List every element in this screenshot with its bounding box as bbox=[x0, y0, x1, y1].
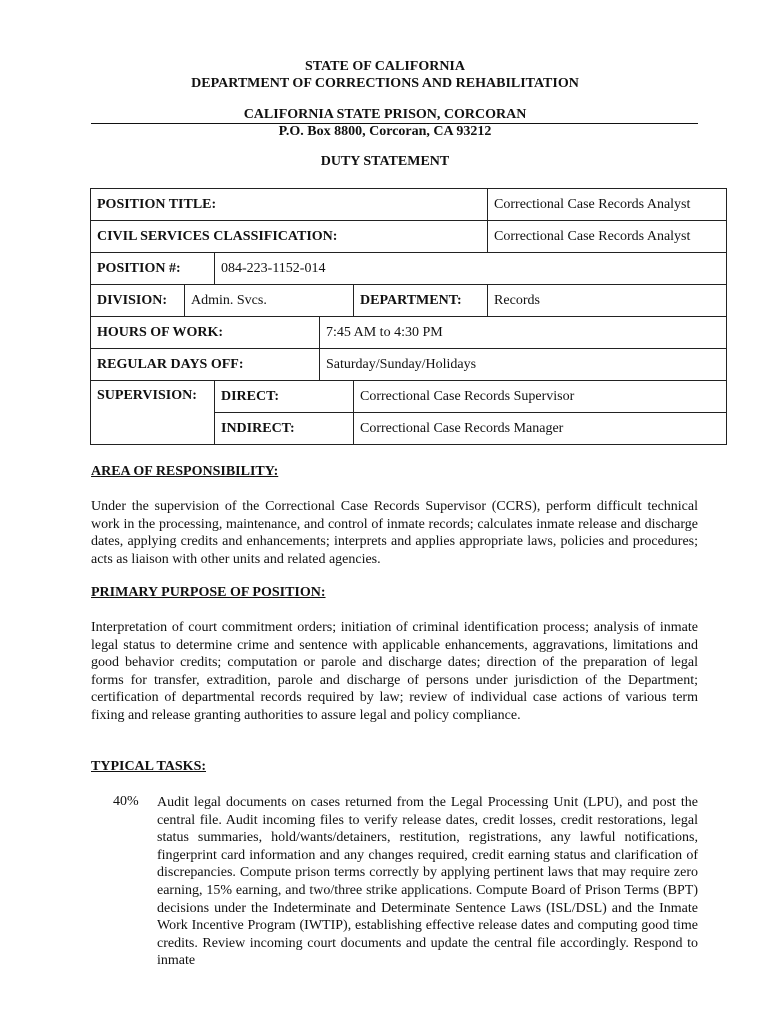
position-info-table bbox=[90, 188, 727, 445]
hours-row bbox=[91, 317, 727, 349]
direct-value: Correctional Case Records Supervisor bbox=[354, 381, 727, 413]
indirect-label: INDIRECT: bbox=[215, 413, 354, 445]
document-title: DUTY STATEMENT bbox=[320, 154, 450, 169]
state-name: STATE OF CALIFORNIA bbox=[305, 59, 465, 74]
hours-value: 7:45 AM to 4:30 PM bbox=[320, 317, 727, 349]
classification-value: Correctional Case Records Analyst bbox=[488, 221, 727, 253]
primary-purpose-text: Interpretation of court commitment orders; initiation of criminal identification process; analysis of inmate legal status to determine crime and sentence with applicable enhancements, aggravations, limitations and good behavior credits; computation or parole and discharge dates; direction of the preparation of legal forms for transfer, extradition, parole and discharge of persons under jurisdiction of the Department; certification of departmental records required by law; review of individual case actions of various term fixing and release granting authorities to assure legal and policy compliance. bbox=[91, 620, 698, 723]
classification-label: CIVIL SERVICES CLASSIFICATION: bbox=[91, 221, 488, 253]
position-title-value: Correctional Case Records Analyst bbox=[488, 189, 727, 221]
position-title-label: POSITION TITLE: bbox=[91, 189, 488, 221]
division-row bbox=[91, 285, 727, 317]
classification-row bbox=[91, 221, 727, 253]
division-value: Admin. Svcs. bbox=[185, 285, 354, 317]
department-value: Records bbox=[488, 285, 727, 317]
task-description: Audit legal documents on cases returned from the Legal Processing Unit (LPU), and post the central file. Audit incoming files to verify release dates, credit losses, credit restorations, legal status summaries, hold/wants/detainers, restitution, registrations, any lawful notifications, fingerprint card information and any changes required, credit earning status and clarification of discrepancies. Compute prison terms correctly by applying pertinent laws that may require zero earning, 15% earning, and two/three strike applications. Compute Board of Prison Terms (BPT) decisions under the Indeterminate and Determinate Sentence Laws (ISL/DSL) and the Inmate Work Incentive Program (IWTIP), establishing effective release dates and computing good time credits. Review incoming court documents and update the central file accordingly. Respond to inmate bbox=[157, 795, 698, 969]
area-of-responsibility-text: Under the supervision of the Correctional Case Records Supervisor (CCRS), perform difficult technical work in the processing, maintenance, and control of inmate records; calculates inmate release and discharge dates, applying credits and enhancements; interprets and applies appropriate laws, policies and procedures; acts as liaison with other units and related agencies. bbox=[91, 499, 698, 567]
days-off-label: REGULAR DAYS OFF: bbox=[91, 349, 320, 381]
days-off-row bbox=[91, 349, 727, 381]
supervision-direct-row bbox=[91, 381, 727, 413]
area-of-responsibility-heading: AREA OF RESPONSIBILITY: bbox=[91, 464, 279, 479]
hours-label: HOURS OF WORK: bbox=[91, 317, 320, 349]
position-title-row bbox=[91, 189, 727, 221]
position-number-label: POSITION #: bbox=[91, 253, 215, 285]
agency-header bbox=[0, 58, 770, 92]
division-label: DIVISION: bbox=[91, 285, 185, 317]
primary-purpose-heading: PRIMARY PURPOSE OF POSITION: bbox=[91, 585, 326, 600]
direct-label: DIRECT: bbox=[215, 381, 354, 413]
department-label: DEPARTMENT: bbox=[354, 285, 488, 317]
department-name: DEPARTMENT OF CORRECTIONS AND REHABILITATION bbox=[191, 76, 579, 91]
task-percent: 40% bbox=[113, 794, 139, 809]
position-number-value: 084-223-1152-014 bbox=[215, 253, 727, 285]
institution-name: CALIFORNIA STATE PRISON, CORCORAN bbox=[243, 107, 527, 122]
typical-tasks-heading: TYPICAL TASKS: bbox=[91, 759, 207, 774]
supervision-label: SUPERVISION: bbox=[91, 381, 215, 445]
days-off-value: Saturday/Sunday/Holidays bbox=[320, 349, 727, 381]
institution-address: P.O. Box 8800, Corcoran, CA 93212 bbox=[278, 124, 492, 139]
position-number-row bbox=[91, 253, 727, 285]
header-divider bbox=[91, 123, 698, 124]
indirect-value: Correctional Case Records Manager bbox=[354, 413, 727, 445]
